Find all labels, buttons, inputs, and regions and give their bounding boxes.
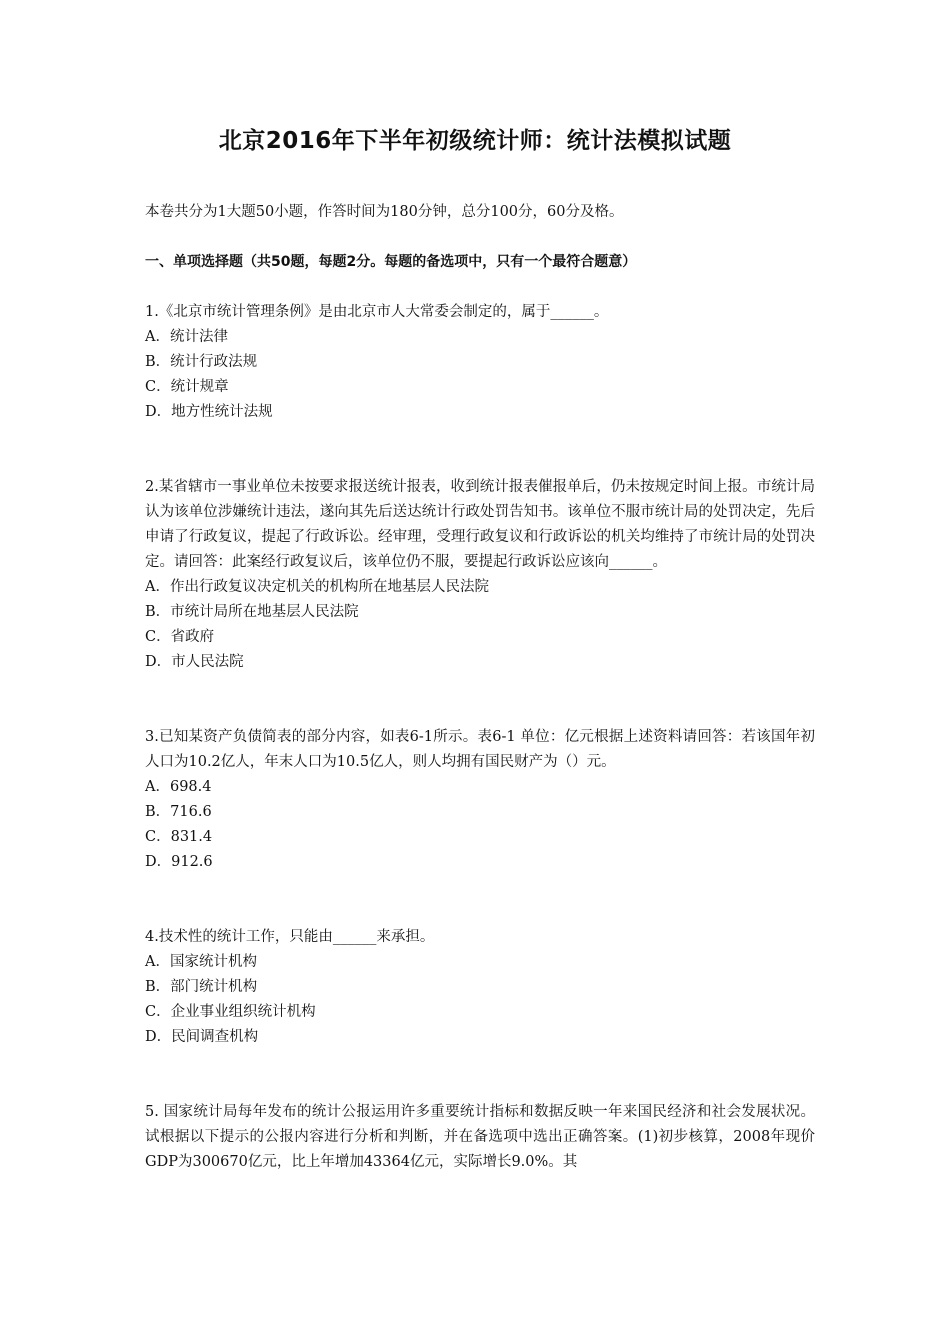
question-stem: 3.已知某资产负债简表的部分内容，如表6-1所示。表6-1 单位：亿元根据上述资料请回答：若该国年初人口为10.2亿人，年末人口为10.5亿人，则人均拥有国民财产为（）元。 xyxy=(145,729,815,770)
option-b: B．部门统计机构 xyxy=(145,979,258,995)
option-c: C．831.4 xyxy=(145,829,213,845)
option-c: C．统计规章 xyxy=(145,379,229,395)
question-stem: 5. 国家统计局每年发布的统计公报运用许多重要统计指标和数据反映一年来国民经济和社会发展状况。试根据以下提示的公报内容进行分析和判断，并在备选项中选出正确答案。(1)初步核算，2008年现价GDP为300670亿元，比上年增加43364亿元，实际增长9.0%。其 xyxy=(145,1104,815,1170)
option-a: A．国家统计机构 xyxy=(145,954,257,970)
section-heading: 一、单项选择题（共50题，每题2分。每题的备选项中，只有一个最符合题意） xyxy=(145,254,637,270)
option-d: D．市人民法院 xyxy=(145,654,244,670)
option-a: A．统计法律 xyxy=(145,329,228,345)
option-c: C．企业事业组织统计机构 xyxy=(145,1004,316,1020)
option-d: D．地方性统计法规 xyxy=(145,404,273,420)
option-d: D．912.6 xyxy=(145,854,213,870)
exam-intro: 本卷共分为1大题50小题，作答时间为180分钟，总分100分，60分及格。 xyxy=(145,204,624,220)
question-stem: 1.《北京市统计管理条例》是由北京市人大常委会制定的，属于______。 xyxy=(145,304,609,320)
question-stem: 4.技术性的统计工作，只能由______来承担。 xyxy=(145,929,435,945)
question-5 xyxy=(145,1100,815,1175)
option-c: C．省政府 xyxy=(145,629,215,645)
option-b: B．市统计局所在地基层人民法院 xyxy=(145,604,359,620)
option-a: A．698.4 xyxy=(145,779,212,795)
question-4 xyxy=(145,925,815,1050)
question-1 xyxy=(145,300,815,425)
option-b: B．统计行政法规 xyxy=(145,354,258,370)
document-body xyxy=(145,200,815,1175)
question-3 xyxy=(145,725,815,875)
option-d: D．民间调查机构 xyxy=(145,1029,259,1045)
question-stem: 2.某省辖市一事业单位未按要求报送统计报表，收到统计报表催报单后，仍未按规定时间上报。市统计局认为该单位涉嫌统计违法，遂向其先后送达统计行政处罚告知书。该单位不服市统计局的处罚决定，先后申请了行政复议，提起了行政诉讼。经审理，受理行政复议和行政诉讼的机关均维持了市统计局的处罚决定。请回答：此案经行政复议后，该单位仍不服，要提起行政诉讼应该向______。 xyxy=(145,479,815,570)
option-a: A．作出行政复议决定机关的机构所在地基层人民法院 xyxy=(145,579,489,595)
document-title: 北京2016年下半年初级统计师：统计法模拟试题 xyxy=(218,128,732,154)
option-b: B．716.6 xyxy=(145,804,212,820)
question-2 xyxy=(145,475,815,675)
